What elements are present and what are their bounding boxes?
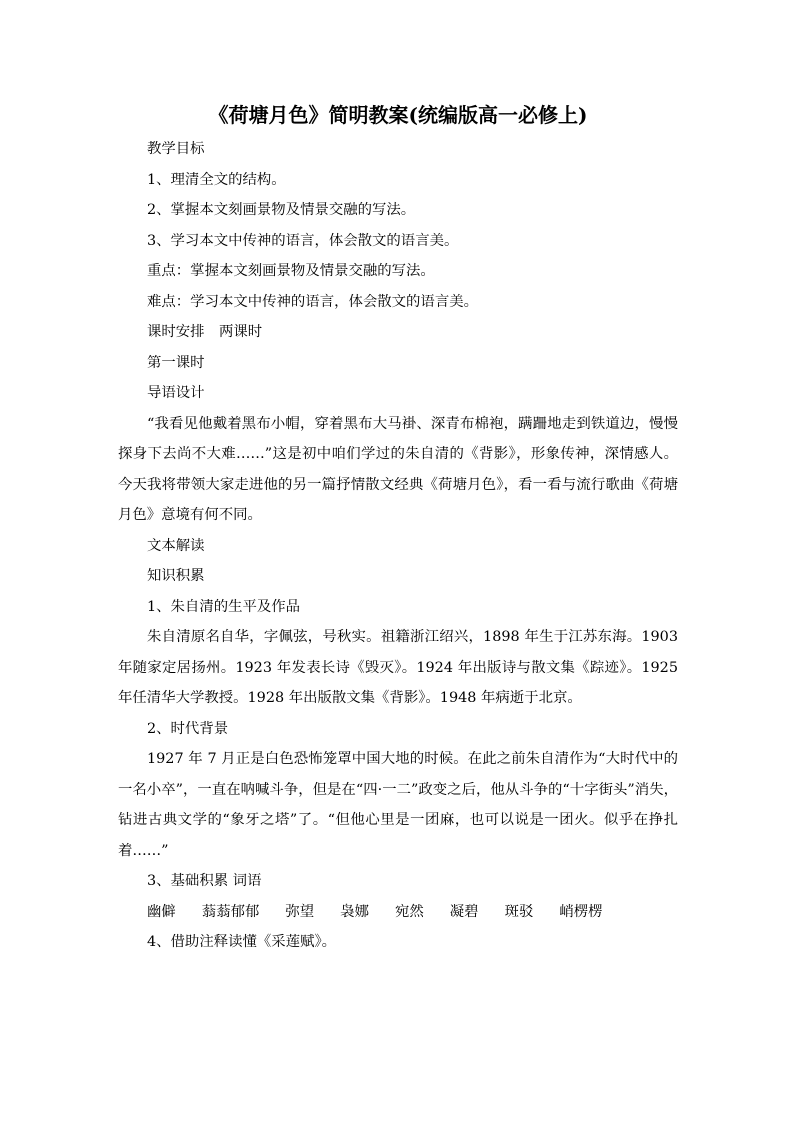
intro-heading: 导语设计 <box>147 385 205 401</box>
section-1-paragraph: 朱自清原名自华，字佩弦，号秋实。祖籍浙江绍兴，1898 年生于江苏东海。1903 年随家定居扬州。1923 年发表长诗《毁灭》。1924 年出版诗与散文集《踪迹》。1925 年任清华大学教授。1928 年出版散文集《背影》。1948 年病逝于北京。 <box>118 629 678 706</box>
vocab-word: 宛然 <box>394 903 424 920</box>
objectives-heading: 教学目标 <box>147 141 205 157</box>
section-2-heading: 2、时代背景 <box>147 720 229 737</box>
text-analysis-heading: 文本解读 <box>147 537 205 554</box>
vocab-word: 凝碧 <box>449 903 479 920</box>
section-1-heading: 1、朱自清的生平及作品 <box>147 598 301 615</box>
intro-paragraph: “我看见他戴着黑布小帽，穿着黑布大马褂、深青布棉袍，蹒跚地走到铁道边，慢慢探身下去尚不大难……”这是初中咱们学过的朱自清的《背影》，形象传神，深情感人。今天我将带领大家走进他的另一篇抒情散文经典《荷塘月色》，看一看与流行歌曲《荷塘月色》意境有何不同。 <box>118 415 678 523</box>
difficult-point: 难点：学习本文中传神的语言，体会散文的语言美。 <box>147 293 478 310</box>
schedule: 课时安排 两课时 <box>147 324 263 340</box>
section-4-heading: 4、借助注释读懂《采莲赋》。 <box>147 934 337 950</box>
vocab-word: 蓊蓊郁郁 <box>201 903 260 920</box>
section-3-heading: 3、基础积累 词语 <box>147 873 262 889</box>
vocab-word: 峭楞楞 <box>559 903 603 920</box>
objective-2: 2、掌握本文刻画景物及情景交融的写法。 <box>147 202 416 218</box>
key-point: 重点：掌握本文刻画景物及情景交融的写法。 <box>147 263 435 279</box>
document-title: 《荷塘月色》简明教案(统编版高一必修上) <box>208 103 588 127</box>
knowledge-heading: 知识积累 <box>147 568 205 584</box>
section-2-paragraph: 1927 年 7 月正是白色恐怖笼罩中国大地的时候。在此之前朱自清作为“大时代中的一名小卒”，一直在呐喊斗争，但是在“四·一二”政变之后，他从斗争的“十字街头”消失，钻进古典文学的“象牙之塔”了。“但他心里是一团麻，也可以说是一团火。似乎在挣扎着……” <box>118 751 678 859</box>
document-page <box>118 100 678 958</box>
objective-3: 3、学习本文中传神的语言，体会散文的语言美。 <box>147 232 459 249</box>
vocab-word: 弥望 <box>285 903 315 920</box>
vocab-word: 袅娜 <box>340 903 369 920</box>
objective-1: 1、理清全文的结构。 <box>147 171 286 188</box>
vocab-word: 幽僻 <box>147 903 176 920</box>
lesson-1-heading: 第一课时 <box>147 354 205 371</box>
vocab-list <box>118 897 678 928</box>
vocab-word: 斑驳 <box>504 903 534 920</box>
